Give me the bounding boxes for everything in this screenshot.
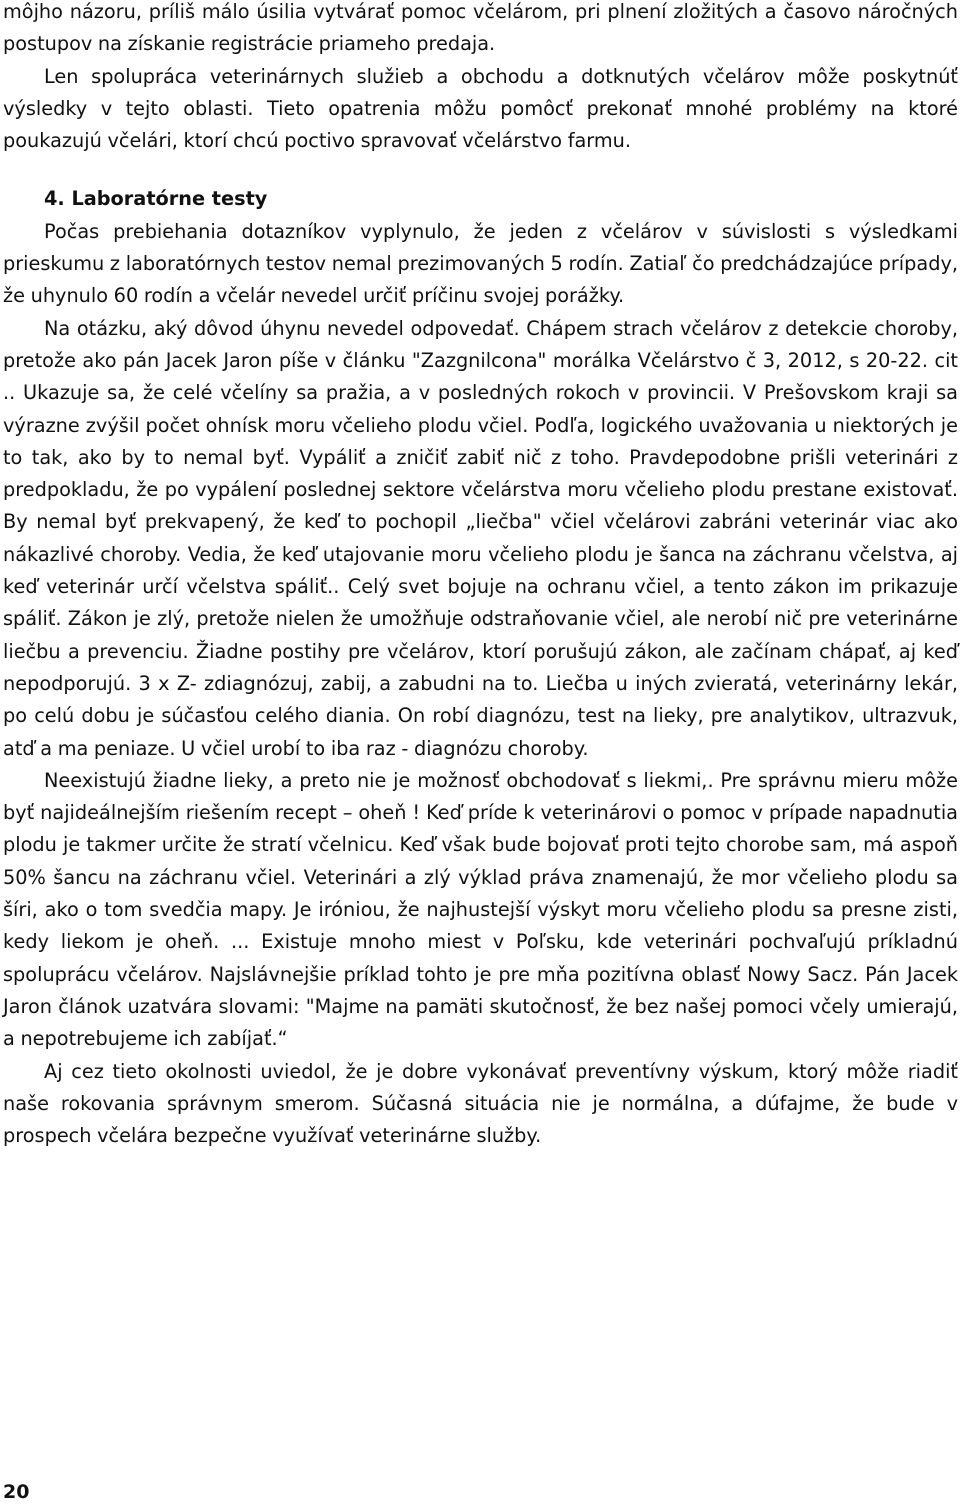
paragraph-question: Na otázku, aký dôvod úhynu nevedel odpovedať. Chápem strach včelárov z detekcie choroby, pretože ako pán Jacek Jaron píše v článku "Zazgnilcona" morálka Včelárstvo č 3, 2012, s 20-22. cit .. Ukazuje sa, že celé včelíny sa pražia, a v posledných rokoch v provincii. V Prešovskom kraji sa výrazne zvýšil počet ohnísk moru včelieho plodu včiel. Podľa, logického uvažovania u niektorých je to tak, ako by to nemal byť. Vypáliť a zničiť zabiť nič z toho. Pravdepodobne prišli veterinári z predpokladu, že po vypálení poslednej sektore včelárstva moru včelieho plodu prestane existovať. By nemal byť prekvapený, že keď to pochopil „liečba" včiel včelárovi zabráni veterinár viac ako nákazlivé choroby. Vedia, že keď utajovanie moru včelieho plodu je šanca na záchranu včelstva, aj keď veterinár určí včelstva spáliť.. Celý svet bojuje na ochranu včiel, a tento zákon im prikazuje spáliť. Zákon je zlý, pretože nielen že umožňuje odstraňovanie včiel, ale nerobí nič pre veterinárne liečbu a prevenciu. Žiadne postihy pre včelárov, ktorí porušujú zákon, ale začínam chápať, aj keď nepodporujú. 3 x Z- zdiagnózuj, zabij, a zabudni na to. Liečba u iných zvieratá, veterinárny lekár, po celú dobu je súčasťou celého diania. On robí diagnózu, test na lieky, pre analytikov, ultrazvuk, atď a ma peniaze. U včiel urobí to iba raz - diagnózu choroby. (3, 316, 958, 760)
paragraph-continuation: môjho názoru, príliš málo úsilia vytvárať pomoc včelárom, pri plnení zložitých a časovo náročných postupov na získanie registrácie priameho predaja. (3, 0, 958, 56)
page-number: 20 (3, 1481, 30, 1503)
paragraph-cooperation: Len spolupráca veterinárnych služieb a obchodu a dotknutých včelárov môže poskytnúť výsledky v tejto oblasti. Tieto opatrenia môžu pomôcť prekonať mnohé problémy na ktoré poukazujú včelári, ktorí chcú poctivo spravovať včelárstvo farmu. (3, 64, 958, 153)
paragraph-survey: Počas prebiehania dotazníkov vyplynulo, že jeden z včelárov v súvislosti s výsledkami prieskumu z laboratórnych testov nemal prezimovaných 5 rodín. Zatiaľ čo predchádzajúce prípady, že uhynulo 60 rodín a včelár nevedel určiť príčinu svojej porážky. (3, 219, 958, 308)
document-page (3, 0, 958, 1152)
section-heading-laboratory-tests: 4. Laboratórne testy (44, 187, 268, 211)
paragraph-conclusion: Aj cez tieto okolnosti uviedol, že je dobre vykonávať preventívny výskum, ktorý môže riadiť naše rokovania správnym smerom. Súčasná situácia nie je normálna, a dúfajme, že bude v prospech včelára bezpečne využívať veterinárne služby. (3, 1059, 958, 1148)
paragraph-no-medicines: Neexistujú žiadne lieky, a preto nie je možnosť obchodovať s liekmi,. Pre správnu mieru môže byť najideálnejším riešením recept – oheň ! Keď príde k veterinárovi o pomoc v prípade napadnutia plodu je takmer určite že stratí včelnicu. Keď však bude bojovať proti tejto chorobe sam, má aspoň 50% šancu na záchranu včiel. Veterinári a zlý výklad práva znamenajú, že mor včelieho plodu sa šíri, ako o tom svedčia mapy. Je iróniou, že najhustejší výskyt moru včelieho plodu sa presne zisti, kedy liekom je oheň. ... Existuje mnoho miest v Poľsku, kde veterinári pochvaľujú príkladnú spoluprácu včelárov. Najslávnejšie príklad tohto je pre mňa pozitívna oblasť Nowy Sacz. Pán Jacek Jaron článok uzatvára slovami: "Majme na pamäti skutočnosť, že bez našej pomoci včely umierajú, a nepotrebujeme ich zabíjať.“ (3, 768, 958, 1051)
